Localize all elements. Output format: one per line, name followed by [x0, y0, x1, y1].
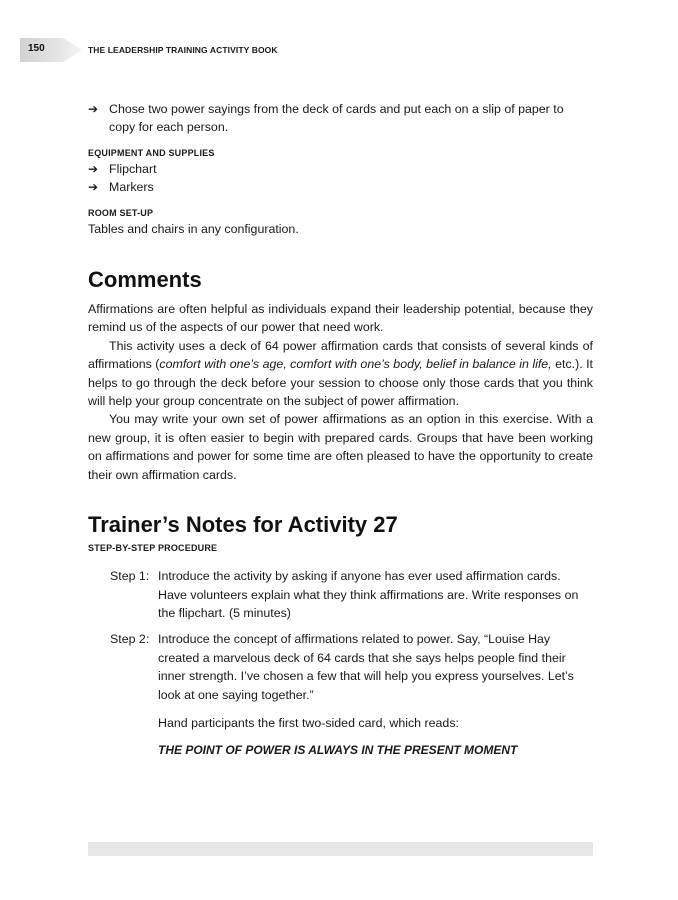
comments-paragraph-2: [88, 337, 593, 411]
hand-card-note: Hand participants the first two-sided card, which reads:: [158, 715, 459, 730]
page-content: [88, 100, 593, 759]
room-setup-text: Tables and chairs in any configuration.: [88, 221, 299, 236]
comments-paragraph-1: Affirmations are often helpful as individuals expand their leadership potential, because they remind us of the aspects of our power that need work.: [88, 302, 593, 335]
right-arrow-icon: ➔: [88, 161, 99, 176]
materials-bullet-text: Chose two power sayings from the deck of cards and put each on a slip of paper to copy for each person.: [109, 102, 564, 135]
step-1: [88, 567, 593, 622]
page-number: 150: [28, 43, 45, 54]
right-arrow-icon: ➔: [88, 180, 99, 195]
room-setup-heading: ROOM SET-UP: [88, 207, 154, 218]
step-2: [88, 630, 593, 704]
equipment-heading: EQUIPMENT AND SUPPLIES: [88, 147, 215, 158]
step-2-text: Introduce the concept of affirmations related to power. Say, “Louise Hay created a marvelous deck of 64 cards that she says helps people find their inner strength. I’ve chosen a few that will help you express yourselves. Let’s look at one saying together.”: [158, 632, 574, 702]
comments-p2-start: This activity uses a deck of 64 power affirmation cards that consists of several kinds of affirmations (: [88, 338, 593, 372]
equipment-item: [88, 160, 593, 178]
trainer-notes-heading: Trainer’s Notes for Activity 27: [88, 512, 398, 538]
materials-bullet: [88, 100, 593, 137]
comments-p2-italic: comfort with one’s age, comfort with one’s body, belief in balance in life,: [159, 357, 552, 372]
affirmation-quote: THE POINT OF POWER IS ALWAYS IN THE PRESENT MOMENT: [158, 743, 518, 758]
step-2-label: Step 2:: [110, 632, 150, 647]
equipment-item-text: Flipchart: [109, 161, 157, 176]
equipment-item: [88, 178, 593, 196]
book-title: THE LEADERSHIP TRAINING ACTIVITY BOOK: [88, 45, 278, 55]
running-header: [0, 38, 678, 62]
footer-bar: [88, 842, 593, 856]
right-arrow-icon: ➔: [88, 102, 99, 116]
step-1-text: Introduce the activity by asking if anyone has ever used affirmation cards. Have volunteers explain what they think affirmations are. Write responses on the flipchart. (5 minutes): [158, 569, 579, 620]
equipment-item-text: Markers: [109, 180, 154, 195]
comments-paragraph-3: You may write your own set of power affirmations as an option in this exercise. With a new group, it is often easier to begin with prepared cards. Groups that have been working on affirmations and power for some time are often pleased to have the opportunity to create their own affirmation cards.: [88, 412, 593, 482]
step-1-label: Step 1:: [110, 569, 150, 584]
comments-p2-end: etc.). It helps to go through the deck before your session to choose only those cards that you think will help your group concentrate on the subject of power affirmation.: [88, 357, 594, 409]
comments-heading: Comments: [88, 267, 202, 293]
procedure-heading: STEP-BY-STEP PROCEDURE: [88, 543, 218, 554]
